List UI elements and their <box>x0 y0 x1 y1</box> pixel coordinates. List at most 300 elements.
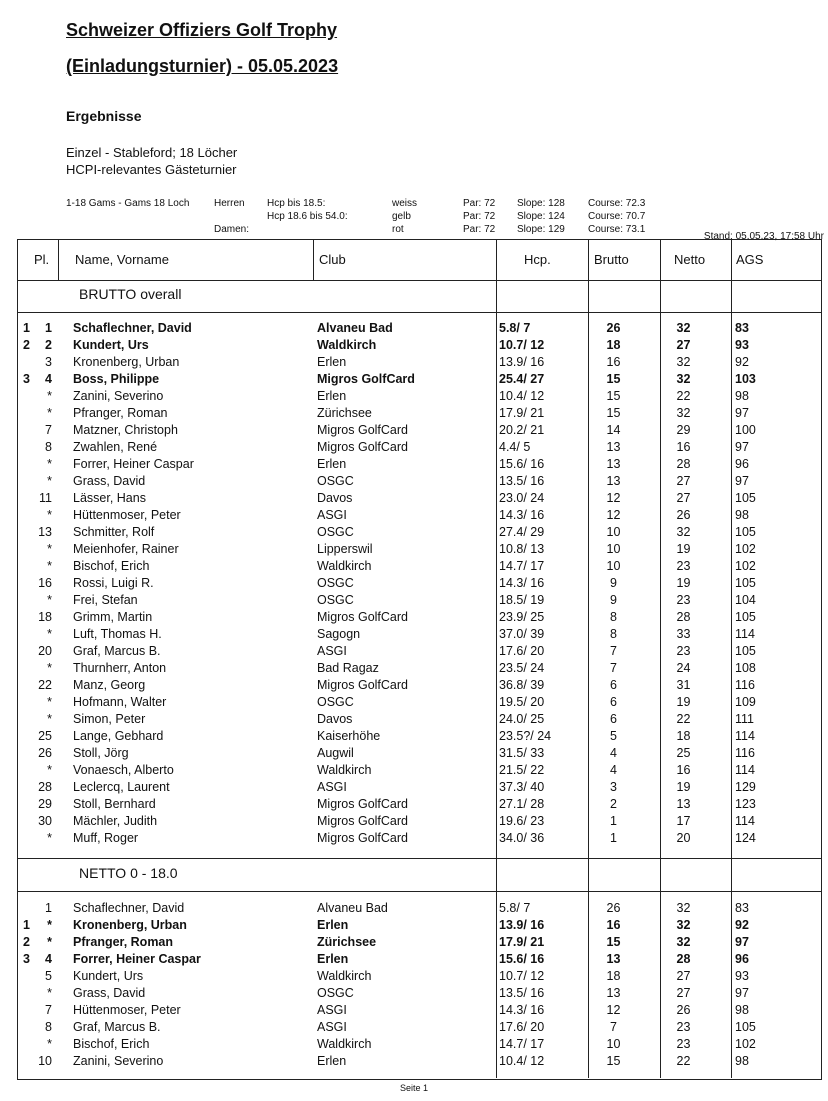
position: 25 <box>38 729 52 743</box>
player-name: Kundert, Urs <box>73 969 144 983</box>
table-row <box>18 711 823 728</box>
brutto-score: 15 <box>606 1054 621 1068</box>
handicap: 17.6/ 20 <box>499 1020 545 1034</box>
netto-score: 28 <box>676 610 691 624</box>
club-name: Migros GolfCard <box>317 610 408 624</box>
table-row <box>18 762 823 779</box>
club-name: Migros GolfCard <box>317 831 408 845</box>
tee-slope: Slope: 129 <box>517 224 565 235</box>
document-subtitle-date: (Einladungsturnier) - 05.05.2023 <box>66 56 339 76</box>
tee-color: weiss <box>392 198 418 209</box>
handicap: 14.3/ 16 <box>499 576 545 590</box>
brutto-score: 3 <box>610 780 617 794</box>
section-title-netto: NETTO 0 - 18.0 <box>79 865 178 881</box>
position: 3 <box>45 355 52 369</box>
player-name: Zwahlen, René <box>73 440 158 454</box>
section-title-brutto: BRUTTO overall <box>79 286 182 302</box>
club-name: Lipperswil <box>317 542 373 556</box>
ags-score: 96 <box>735 952 749 966</box>
player-name: Manz, Georg <box>73 678 146 692</box>
position: * <box>47 1037 52 1051</box>
player-name: Schaflechner, David <box>73 321 192 335</box>
handicap: 37.0/ 39 <box>499 627 545 641</box>
handicap: 23.0/ 24 <box>499 491 545 505</box>
ags-score: 114 <box>735 627 755 641</box>
position: 8 <box>45 1020 52 1034</box>
club-name: Erlen <box>317 952 349 966</box>
club-name: Kaiserhöhe <box>317 729 381 743</box>
column-divider <box>313 240 314 280</box>
brutto-score: 7 <box>610 644 617 658</box>
position: * <box>47 695 52 709</box>
ags-score: 102 <box>735 559 756 573</box>
header-hcp: Hcp. <box>524 252 551 267</box>
table-row <box>18 592 823 609</box>
mode-line-1: Einzel - Stableford; 18 Löcher <box>66 145 238 160</box>
handicap: 13.9/ 16 <box>499 918 545 932</box>
section-divider <box>18 312 821 313</box>
handicap: 27.4/ 29 <box>499 525 545 539</box>
table-row <box>18 643 823 660</box>
handicap: 13.5/ 16 <box>499 986 545 1000</box>
player-name: Grimm, Martin <box>73 610 153 624</box>
herren-label: Herren <box>214 198 245 209</box>
handicap: 25.4/ 27 <box>499 372 545 386</box>
netto-score: 19 <box>676 576 691 590</box>
handicap: 17.6/ 20 <box>499 644 545 658</box>
ags-score: 114 <box>735 814 755 828</box>
handicap: 37.3/ 40 <box>499 780 545 794</box>
document-title: Schweizer Offiziers Golf Trophy <box>66 20 338 40</box>
player-name: Hofmann, Walter <box>73 695 167 709</box>
position: 10 <box>38 1054 52 1068</box>
table-row <box>18 796 823 813</box>
handicap: 5.8/ 7 <box>499 901 531 915</box>
brutto-score: 1 <box>610 814 617 828</box>
brutto-score: 12 <box>606 1003 621 1017</box>
brutto-score: 26 <box>606 321 621 335</box>
player-name: Forrer, Heiner Caspar <box>73 952 201 966</box>
netto-score: 16 <box>676 440 691 454</box>
brutto-score: 26 <box>606 901 621 915</box>
club-name: OSGC <box>317 593 354 607</box>
netto-score: 32 <box>676 525 691 539</box>
section-divider <box>18 858 821 859</box>
handicap: 34.0/ 36 <box>499 831 545 845</box>
brutto-score: 10 <box>606 559 621 573</box>
handicap: 21.5/ 22 <box>499 763 545 777</box>
brutto-score: 9 <box>610 576 617 590</box>
handicap: 5.8/ 7 <box>499 321 531 335</box>
handicap: 27.1/ 28 <box>499 797 545 811</box>
position: * <box>47 712 52 726</box>
player-name: Lässer, Hans <box>73 491 146 505</box>
handicap: 13.5/ 16 <box>499 474 545 488</box>
player-name: Grass, David <box>73 474 146 488</box>
player-name: Lange, Gebhard <box>73 729 164 743</box>
table-row <box>18 575 823 592</box>
club-name: Waldkirch <box>317 969 372 983</box>
netto-score: 13 <box>676 797 691 811</box>
club-name: Waldkirch <box>317 763 372 777</box>
netto-score: 19 <box>676 695 691 709</box>
table-row <box>18 320 823 337</box>
table-row <box>18 813 823 830</box>
position: 26 <box>38 746 52 760</box>
player-name: Pfranger, Roman <box>73 935 174 949</box>
table-row <box>18 422 823 439</box>
ags-score: 105 <box>735 525 756 539</box>
brutto-score: 16 <box>606 355 621 369</box>
player-name: Rossi, Luigi R. <box>73 576 154 590</box>
netto-score: 19 <box>676 542 691 556</box>
brutto-score: 4 <box>610 746 617 760</box>
brutto-score: 13 <box>606 440 621 454</box>
brutto-score: 6 <box>610 695 617 709</box>
netto-score: 23 <box>676 644 691 658</box>
handicap: 14.7/ 17 <box>499 559 545 573</box>
column-divider <box>58 240 59 280</box>
ags-score: 108 <box>735 661 756 675</box>
club-name: Migros GolfCard <box>317 814 408 828</box>
tee-color: gelb <box>392 211 411 222</box>
club-name: Sagogn <box>317 627 361 641</box>
player-name: Matzner, Christoph <box>73 423 178 437</box>
position: 5 <box>45 969 52 983</box>
club-name: ASGI <box>317 1003 347 1017</box>
club-name: ASGI <box>317 1020 347 1034</box>
club-name: Zürichsee <box>317 935 377 949</box>
award-rank: 2 <box>23 338 30 352</box>
brutto-score: 15 <box>606 935 621 949</box>
table-row <box>18 830 823 847</box>
tee-course-rating: Course: 73.1 <box>588 224 646 235</box>
club-name: OSGC <box>317 525 354 539</box>
handicap: 4.4/ 5 <box>499 440 531 454</box>
ags-score: 123 <box>735 797 756 811</box>
award-rank: 3 <box>23 372 30 386</box>
table-row <box>18 1002 823 1019</box>
position: 7 <box>45 423 52 437</box>
netto-score: 27 <box>676 491 691 505</box>
position: * <box>47 406 52 420</box>
ags-score: 116 <box>735 678 755 692</box>
club-name: Migros GolfCard <box>317 372 415 386</box>
position: * <box>47 508 52 522</box>
position: 1 <box>45 321 52 335</box>
netto-score: 23 <box>676 559 691 573</box>
table-row <box>18 405 823 422</box>
tee-hcp: Hcp 18.6 bis 54.0: <box>267 211 348 222</box>
player-name: Luft, Thomas H. <box>73 627 162 641</box>
tee-par: Par: 72 <box>463 198 496 209</box>
tee-color: rot <box>392 224 404 235</box>
brutto-score: 13 <box>606 986 621 1000</box>
table-row <box>18 626 823 643</box>
position: * <box>47 457 52 471</box>
brutto-score: 8 <box>610 610 617 624</box>
table-row <box>18 985 823 1002</box>
table-row <box>18 337 823 354</box>
ags-score: 92 <box>735 918 749 932</box>
player-name: Mächler, Judith <box>73 814 158 828</box>
player-name: Leclercq, Laurent <box>73 780 170 794</box>
position: * <box>47 542 52 556</box>
brutto-score: 6 <box>610 678 617 692</box>
position: * <box>47 935 52 949</box>
player-name: Bischof, Erich <box>73 1037 150 1051</box>
netto-score: 32 <box>676 372 691 386</box>
ags-score: 105 <box>735 1020 756 1034</box>
club-name: Alvaneu Bad <box>317 901 388 915</box>
handicap: 36.8/ 39 <box>499 678 545 692</box>
position: * <box>47 918 52 932</box>
results-heading: Ergebnisse <box>66 108 142 124</box>
club-name: Migros GolfCard <box>317 678 408 692</box>
brutto-score: 10 <box>606 542 621 556</box>
brutto-score: 9 <box>610 593 617 607</box>
player-name: Graf, Marcus B. <box>73 1020 161 1034</box>
brutto-score: 7 <box>610 1020 617 1034</box>
netto-score: 22 <box>676 712 691 726</box>
netto-results-list <box>18 900 823 1070</box>
table-row <box>18 388 823 405</box>
netto-score: 27 <box>676 986 691 1000</box>
ags-score: 98 <box>735 1054 749 1068</box>
header-ags: AGS <box>736 252 764 267</box>
netto-score: 32 <box>676 901 691 915</box>
award-rank: 3 <box>23 952 30 966</box>
mode-line-2: HCPI-relevantes Gästeturnier <box>66 162 237 177</box>
player-name: Stoll, Jörg <box>73 746 129 760</box>
ags-score: 103 <box>735 372 756 386</box>
handicap: 13.9/ 16 <box>499 355 545 369</box>
netto-score: 28 <box>676 457 691 471</box>
position: * <box>47 763 52 777</box>
ags-score: 124 <box>735 831 756 845</box>
brutto-score: 15 <box>606 389 621 403</box>
header-pl: Pl. <box>34 252 50 267</box>
table-row <box>18 968 823 985</box>
ags-score: 111 <box>735 712 755 726</box>
ags-score: 97 <box>735 935 749 949</box>
brutto-score: 15 <box>606 372 621 386</box>
table-row <box>18 524 823 541</box>
netto-score: 31 <box>676 678 691 692</box>
brutto-score: 13 <box>606 952 621 966</box>
club-name: ASGI <box>317 644 347 658</box>
award-rank: 1 <box>23 918 30 932</box>
brutto-score: 13 <box>606 457 621 471</box>
brutto-score: 14 <box>606 423 621 437</box>
stand-timestamp: Stand: 05.05.23, 17:58 Uhr <box>703 231 824 242</box>
position: * <box>47 474 52 488</box>
handicap: 19.5/ 20 <box>499 695 545 709</box>
ags-score: 93 <box>735 969 749 983</box>
tee-course-rating: Course: 70.7 <box>588 211 646 222</box>
club-name: Zürichsee <box>317 406 372 420</box>
player-name: Zanini, Severino <box>73 389 164 403</box>
ags-score: 116 <box>735 746 755 760</box>
handicap: 14.3/ 16 <box>499 508 545 522</box>
brutto-score: 16 <box>606 918 621 932</box>
club-name: Erlen <box>317 918 349 932</box>
netto-score: 32 <box>676 321 691 335</box>
tee-course-rating: Course: 72.3 <box>588 198 646 209</box>
header-divider <box>18 280 821 281</box>
player-name: Boss, Philippe <box>73 372 160 386</box>
position: 20 <box>38 644 52 658</box>
club-name: Alvaneu Bad <box>317 321 393 335</box>
handicap: 10.7/ 12 <box>499 338 545 352</box>
club-name: OSGC <box>317 576 354 590</box>
ags-score: 93 <box>735 338 749 352</box>
handicap: 10.7/ 12 <box>499 969 545 983</box>
netto-score: 17 <box>676 814 691 828</box>
brutto-score: 13 <box>606 474 621 488</box>
ags-score: 105 <box>735 491 756 505</box>
player-name: Schaflechner, David <box>73 901 185 915</box>
player-name: Stoll, Bernhard <box>73 797 156 811</box>
position: 2 <box>45 338 52 352</box>
table-row <box>18 558 823 575</box>
position: 4 <box>45 372 52 386</box>
ags-score: 105 <box>735 644 756 658</box>
netto-score: 27 <box>676 474 691 488</box>
table-row <box>18 745 823 762</box>
table-row <box>18 507 823 524</box>
header-club: Club <box>319 252 346 267</box>
ags-score: 97 <box>735 406 749 420</box>
brutto-score: 18 <box>606 338 621 352</box>
table-row <box>18 694 823 711</box>
ags-score: 102 <box>735 542 756 556</box>
handicap: 15.6/ 16 <box>499 457 545 471</box>
table-row <box>18 917 823 934</box>
player-name: Schmitter, Rolf <box>73 525 155 539</box>
position: 7 <box>45 1003 52 1017</box>
position: 22 <box>38 678 52 692</box>
table-row <box>18 779 823 796</box>
netto-score: 18 <box>676 729 691 743</box>
page-number: Seite 1 <box>399 1083 429 1093</box>
handicap: 10.4/ 12 <box>499 1054 545 1068</box>
table-row <box>18 677 823 694</box>
player-name: Thurnherr, Anton <box>73 661 167 675</box>
club-name: Erlen <box>317 355 347 369</box>
damen-label: Damen: <box>214 224 250 235</box>
player-name: Forrer, Heiner Caspar <box>73 457 194 471</box>
header-name: Name, Vorname <box>75 252 169 267</box>
brutto-score: 6 <box>610 712 617 726</box>
brutto-score: 2 <box>610 797 617 811</box>
brutto-score: 4 <box>610 763 617 777</box>
ags-score: 109 <box>735 695 756 709</box>
table-row <box>18 541 823 558</box>
handicap: 15.6/ 16 <box>499 952 545 966</box>
netto-score: 19 <box>676 780 691 794</box>
ags-score: 96 <box>735 457 749 471</box>
table-row <box>18 456 823 473</box>
position: * <box>47 986 52 1000</box>
club-name: Migros GolfCard <box>317 797 408 811</box>
table-row <box>18 900 823 917</box>
netto-score: 27 <box>676 338 691 352</box>
handicap: 10.8/ 13 <box>499 542 545 556</box>
position: * <box>47 627 52 641</box>
ags-score: 114 <box>735 763 755 777</box>
table-row <box>18 660 823 677</box>
brutto-score: 15 <box>606 406 621 420</box>
netto-score: 20 <box>676 831 691 845</box>
ags-score: 98 <box>735 508 749 522</box>
netto-score: 25 <box>676 746 691 760</box>
position: 28 <box>38 780 52 794</box>
ags-score: 105 <box>735 576 756 590</box>
ags-score: 100 <box>735 423 756 437</box>
club-name: Davos <box>317 491 353 505</box>
handicap: 14.7/ 17 <box>499 1037 545 1051</box>
position: 16 <box>38 576 52 590</box>
player-name: Kundert, Urs <box>73 338 149 352</box>
header-netto: Netto <box>674 252 706 267</box>
position: 29 <box>38 797 52 811</box>
club-name: Migros GolfCard <box>317 440 408 454</box>
table-row <box>18 354 823 371</box>
club-name: Waldkirch <box>317 1037 372 1051</box>
player-name: Kronenberg, Urban <box>73 918 187 932</box>
player-name: Frei, Stefan <box>73 593 138 607</box>
award-rank: 2 <box>23 935 30 949</box>
netto-score: 23 <box>676 1020 691 1034</box>
club-name: Bad Ragaz <box>317 661 379 675</box>
position: * <box>47 559 52 573</box>
ags-score: 83 <box>735 901 749 915</box>
netto-score: 32 <box>676 935 691 949</box>
brutto-score: 12 <box>606 491 621 505</box>
brutto-score: 5 <box>610 729 617 743</box>
tee-slope: Slope: 124 <box>517 211 565 222</box>
netto-score: 32 <box>676 355 691 369</box>
tee-slope: Slope: 128 <box>517 198 565 209</box>
handicap: 17.9/ 21 <box>499 406 545 420</box>
results-table <box>17 239 822 1080</box>
club-name: OSGC <box>317 695 354 709</box>
table-row <box>18 1053 823 1070</box>
ags-score: 83 <box>735 321 749 335</box>
position: * <box>47 389 52 403</box>
netto-score: 32 <box>676 406 691 420</box>
player-name: Simon, Peter <box>73 712 146 726</box>
ags-score: 129 <box>735 780 756 794</box>
tee-par: Par: 72 <box>463 224 496 235</box>
brutto-results-list <box>18 320 823 847</box>
position: * <box>47 831 52 845</box>
player-name: Kronenberg, Urban <box>73 355 180 369</box>
table-row <box>18 951 823 968</box>
club-name: Erlen <box>317 457 347 471</box>
ags-score: 104 <box>735 593 756 607</box>
club-name: Migros GolfCard <box>317 423 408 437</box>
position: 30 <box>38 814 52 828</box>
club-name: Waldkirch <box>317 559 372 573</box>
ags-score: 97 <box>735 474 749 488</box>
netto-score: 22 <box>676 389 691 403</box>
brutto-score: 18 <box>606 969 621 983</box>
ags-score: 92 <box>735 355 749 369</box>
player-name: Bischof, Erich <box>73 559 150 573</box>
netto-score: 27 <box>676 969 691 983</box>
